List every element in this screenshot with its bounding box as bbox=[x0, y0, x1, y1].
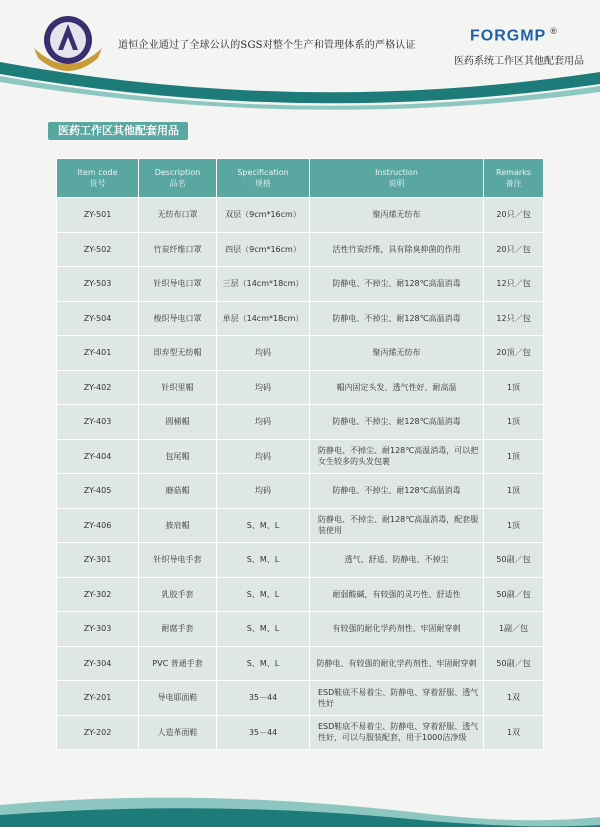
cell-item-code: ZY-301 bbox=[57, 543, 139, 578]
header-en: Instruction bbox=[375, 168, 418, 177]
cell-description: 披肩帽 bbox=[139, 508, 217, 543]
certification-slogan: 道恒企业通过了全球公认的SGS对整个生产和管理体系的严格认证 bbox=[118, 40, 416, 51]
cell-specification: 均码 bbox=[217, 474, 310, 509]
table-row bbox=[57, 646, 544, 681]
cell-description: 竹炭纤维口罩 bbox=[139, 232, 217, 267]
cell-specification: 双层（9cm*16cm） bbox=[217, 198, 310, 233]
cell-instruction: 活性竹炭纤维，具有除臭抑菌的作用 bbox=[310, 232, 484, 267]
cell-remarks: 20顶／包 bbox=[484, 336, 544, 371]
cell-specification: S、M、L bbox=[217, 646, 310, 681]
table-header-row bbox=[57, 159, 544, 198]
header-remarks bbox=[484, 159, 544, 198]
cell-instruction: 帽内固定头发、透气性好、耐高温 bbox=[310, 370, 484, 405]
page-header bbox=[0, 0, 600, 110]
table-row bbox=[57, 508, 544, 543]
cell-remarks: 1双 bbox=[484, 715, 544, 750]
table-row bbox=[57, 198, 544, 233]
cell-item-code: ZY-303 bbox=[57, 612, 139, 647]
cell-remarks: 1顶 bbox=[484, 474, 544, 509]
cell-instruction: ESD鞋底不易着尘、防静电、穿着舒服、透气性好，可以与服装配套，用于1000洁净级 bbox=[310, 715, 484, 750]
cell-remarks: 1副／包 bbox=[484, 612, 544, 647]
header-cn: 备注 bbox=[505, 179, 522, 188]
registered-mark: ® bbox=[550, 26, 558, 36]
cell-item-code: ZY-401 bbox=[57, 336, 139, 371]
table-row bbox=[57, 370, 544, 405]
cell-specification: S、M、L bbox=[217, 612, 310, 647]
cell-instruction: 防静电、不掉尘、耐128℃高温消毒 bbox=[310, 301, 484, 336]
cell-specification: S、M、L bbox=[217, 508, 310, 543]
cell-description: 包尾帽 bbox=[139, 439, 217, 474]
catalog-subtitle: 医药系统工作区其他配套用品 bbox=[454, 56, 584, 67]
cell-instruction: ESD鞋底不易着尘、防静电、穿着舒服、透气性好 bbox=[310, 681, 484, 716]
cell-remarks: 20只／包 bbox=[484, 198, 544, 233]
cell-remarks: 50副／包 bbox=[484, 577, 544, 612]
cell-specification: 均码 bbox=[217, 439, 310, 474]
cell-specification: 35－44 bbox=[217, 681, 310, 716]
cell-description: 针织里帽 bbox=[139, 370, 217, 405]
cell-description: 无纺布口罩 bbox=[139, 198, 217, 233]
brand-name bbox=[470, 26, 558, 45]
cell-specification: 四层（9cm*16cm） bbox=[217, 232, 310, 267]
cell-item-code: ZY-304 bbox=[57, 646, 139, 681]
cell-specification: 三层（14cm*18cm） bbox=[217, 267, 310, 302]
header-en: Item code bbox=[77, 168, 118, 177]
header-cn: 货号 bbox=[89, 179, 106, 188]
table-row bbox=[57, 715, 544, 750]
header-description bbox=[139, 159, 217, 198]
cell-instruction: 聚丙烯无纺布 bbox=[310, 336, 484, 371]
cell-remarks: 1双 bbox=[484, 681, 544, 716]
header-en: Specification bbox=[237, 168, 289, 177]
cell-specification: 均码 bbox=[217, 370, 310, 405]
table-row bbox=[57, 232, 544, 267]
header-cn: 规格 bbox=[255, 179, 271, 188]
table-row bbox=[57, 577, 544, 612]
header-cn: 品名 bbox=[169, 179, 186, 188]
cell-item-code: ZY-503 bbox=[57, 267, 139, 302]
cell-description: 人造革面鞋 bbox=[139, 715, 217, 750]
cell-remarks: 12只／包 bbox=[484, 267, 544, 302]
cell-specification: 35－44 bbox=[217, 715, 310, 750]
cell-description: 针织导电口罩 bbox=[139, 267, 217, 302]
cell-remarks: 1顶 bbox=[484, 439, 544, 474]
cell-item-code: ZY-406 bbox=[57, 508, 139, 543]
cell-specification: 均码 bbox=[217, 336, 310, 371]
table-row bbox=[57, 439, 544, 474]
header-en: Description bbox=[154, 168, 201, 177]
cell-remarks: 12只／包 bbox=[484, 301, 544, 336]
cell-item-code: ZY-202 bbox=[57, 715, 139, 750]
cell-instruction: 防静电、不掉尘、耐128℃高温消毒，可以把女生较多的头发包裹 bbox=[310, 439, 484, 474]
cell-instruction: 防静电、不掉尘、耐128℃高温消毒 bbox=[310, 405, 484, 440]
header-swoosh-decoration bbox=[0, 62, 600, 112]
cell-description: 梭织导电口罩 bbox=[139, 301, 217, 336]
cell-description: 针织导电手套 bbox=[139, 543, 217, 578]
header-en: Remarks bbox=[496, 168, 531, 177]
cell-description: 耐腐手套 bbox=[139, 612, 217, 647]
header-specification bbox=[217, 159, 310, 198]
table-body bbox=[57, 198, 544, 750]
cell-description: 蘑菇帽 bbox=[139, 474, 217, 509]
cell-instruction: 耐弱酸碱，有较强的灵巧性、舒适性 bbox=[310, 577, 484, 612]
cell-item-code: ZY-502 bbox=[57, 232, 139, 267]
cell-description: 乳胶手套 bbox=[139, 577, 217, 612]
cell-specification: 均码 bbox=[217, 405, 310, 440]
brand-text: FORGMP bbox=[470, 27, 547, 45]
cell-item-code: ZY-501 bbox=[57, 198, 139, 233]
cell-item-code: ZY-403 bbox=[57, 405, 139, 440]
table-row bbox=[57, 405, 544, 440]
cell-remarks: 1顶 bbox=[484, 370, 544, 405]
footer-wave-decoration bbox=[0, 787, 600, 827]
cell-description: 圆桶帽 bbox=[139, 405, 217, 440]
cell-description: 导电耶面鞋 bbox=[139, 681, 217, 716]
cell-instruction: 透气、舒适、防静电、不掉尘 bbox=[310, 543, 484, 578]
cell-remarks: 1顶 bbox=[484, 508, 544, 543]
header-cn: 说明 bbox=[388, 179, 405, 188]
cell-remarks: 50副／包 bbox=[484, 646, 544, 681]
cell-item-code: ZY-405 bbox=[57, 474, 139, 509]
cell-specification: S、M、L bbox=[217, 577, 310, 612]
table-row bbox=[57, 543, 544, 578]
cell-item-code: ZY-404 bbox=[57, 439, 139, 474]
table-row bbox=[57, 681, 544, 716]
cell-remarks: 50副／包 bbox=[484, 543, 544, 578]
cell-item-code: ZY-402 bbox=[57, 370, 139, 405]
cell-remarks: 1顶 bbox=[484, 405, 544, 440]
table-row bbox=[57, 474, 544, 509]
cell-specification: S、M、L bbox=[217, 543, 310, 578]
header-instruction bbox=[310, 159, 484, 198]
cell-instruction: 聚丙烯无纺布 bbox=[310, 198, 484, 233]
cell-remarks: 20只／包 bbox=[484, 232, 544, 267]
cell-item-code: ZY-302 bbox=[57, 577, 139, 612]
cell-instruction: 防静电、不掉尘、耐128℃高温消毒 bbox=[310, 267, 484, 302]
cell-instruction: 防静电、不掉尘、耐128℃高温消毒 bbox=[310, 474, 484, 509]
table-row bbox=[57, 301, 544, 336]
table-row bbox=[57, 267, 544, 302]
header-item-code bbox=[57, 159, 139, 198]
cell-instruction: 防静电、不掉尘、耐128℃高温消毒，配套服装使用 bbox=[310, 508, 484, 543]
table-row bbox=[57, 612, 544, 647]
product-spec-table bbox=[56, 158, 544, 750]
cell-description: 即弃型无纺帽 bbox=[139, 336, 217, 371]
cell-item-code: ZY-504 bbox=[57, 301, 139, 336]
cell-instruction: 有较强的耐化学药剂性、牢固耐穿刺 bbox=[310, 612, 484, 647]
table-row bbox=[57, 336, 544, 371]
cell-specification: 单层（14cm*18cm） bbox=[217, 301, 310, 336]
cell-item-code: ZY-201 bbox=[57, 681, 139, 716]
section-title: 医药工作区其他配套用品 bbox=[48, 122, 188, 140]
cell-description: PVC 普通手套 bbox=[139, 646, 217, 681]
cell-instruction: 防静电、有较强的耐化学药剂性、牢固耐穿刺 bbox=[310, 646, 484, 681]
